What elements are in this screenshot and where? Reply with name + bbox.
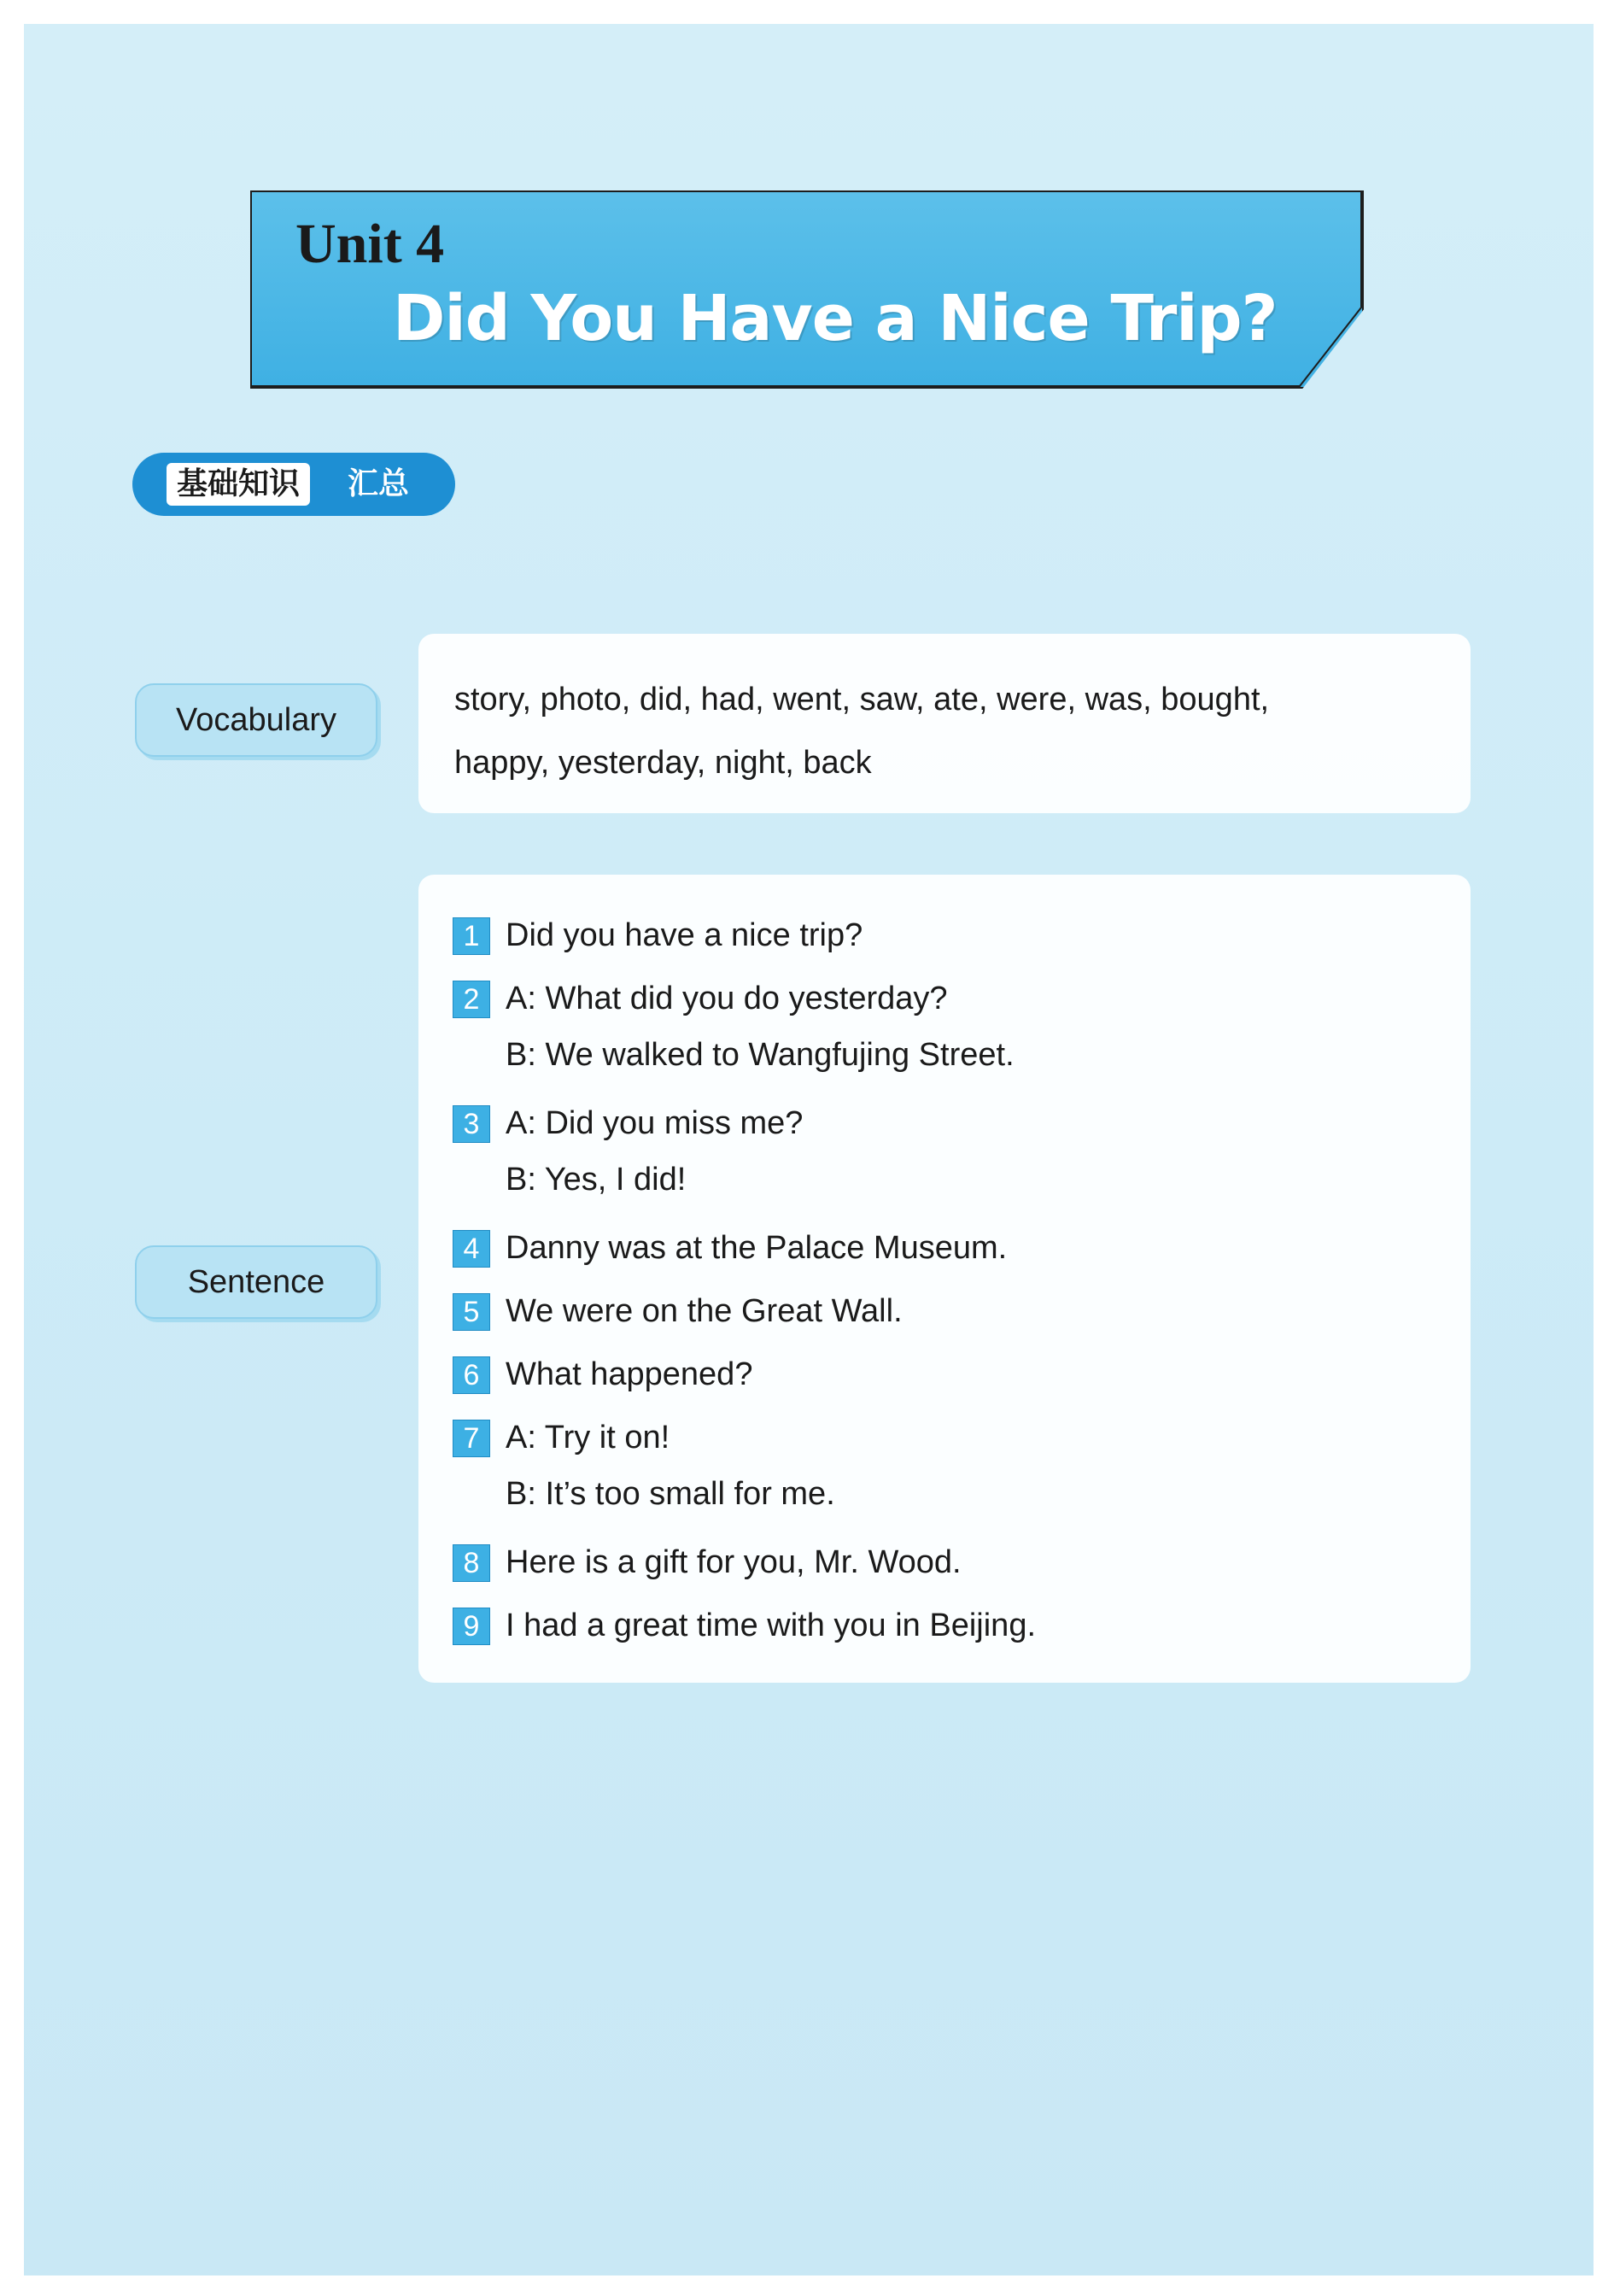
unit-label: Unit 4 — [295, 213, 445, 275]
sentence-9-line-1: I had a great time with you in Beijing. — [506, 1608, 1037, 1643]
sentence-number-8: 8 — [453, 1544, 490, 1582]
sentence-5-line-1: We were on the Great Wall. — [506, 1293, 903, 1329]
sentence-3-line-1: A: Did you miss me? — [506, 1105, 804, 1141]
vocabulary-line-2: happy, yesterday, night, back — [454, 745, 872, 781]
sentence-label: Sentence — [135, 1245, 377, 1319]
sentence-2-line-2: B: We walked to Wangfujing Street. — [506, 1037, 1015, 1073]
sentence-7-line-1: A: Try it on! — [506, 1420, 670, 1456]
sentence-1-line-1: Did you have a nice trip? — [506, 917, 863, 953]
section-pill-label: 基础知识 — [167, 463, 310, 506]
sentence-2-line-1: A: What did you do yesterday? — [506, 981, 948, 1016]
section-pill — [132, 453, 455, 516]
sentence-number-4: 4 — [453, 1230, 490, 1268]
sentence-number-1: 1 — [453, 917, 490, 955]
section-pill-suffix: 汇总 — [348, 466, 410, 501]
sentence-6-line-1: What happened? — [506, 1356, 753, 1392]
vocabulary-box — [418, 634, 1471, 813]
sentence-box — [418, 875, 1471, 1683]
sentence-4-line-1: Danny was at the Palace Museum. — [506, 1230, 1008, 1266]
sentence-number-6: 6 — [453, 1356, 490, 1394]
sentence-number-9: 9 — [453, 1608, 490, 1645]
sentence-number-3: 3 — [453, 1105, 490, 1143]
sentence-number-7: 7 — [453, 1420, 490, 1457]
vocabulary-label: Vocabulary — [135, 683, 377, 757]
sentence-3-line-2: B: Yes, I did! — [506, 1162, 687, 1198]
sentence-7-line-2: B: It’s too small for me. — [506, 1476, 835, 1512]
vocabulary-line-1: story, photo, did, had, went, saw, ate, were, was, bought, — [454, 682, 1270, 718]
sentence-number-2: 2 — [453, 981, 490, 1018]
unit-title: Did You Have a Nice Trip? — [393, 282, 1278, 355]
vocabulary-list — [454, 668, 1436, 794]
sentence-8-line-1: Here is a gift for you, Mr. Wood. — [506, 1544, 962, 1580]
sentence-number-5: 5 — [453, 1293, 490, 1331]
